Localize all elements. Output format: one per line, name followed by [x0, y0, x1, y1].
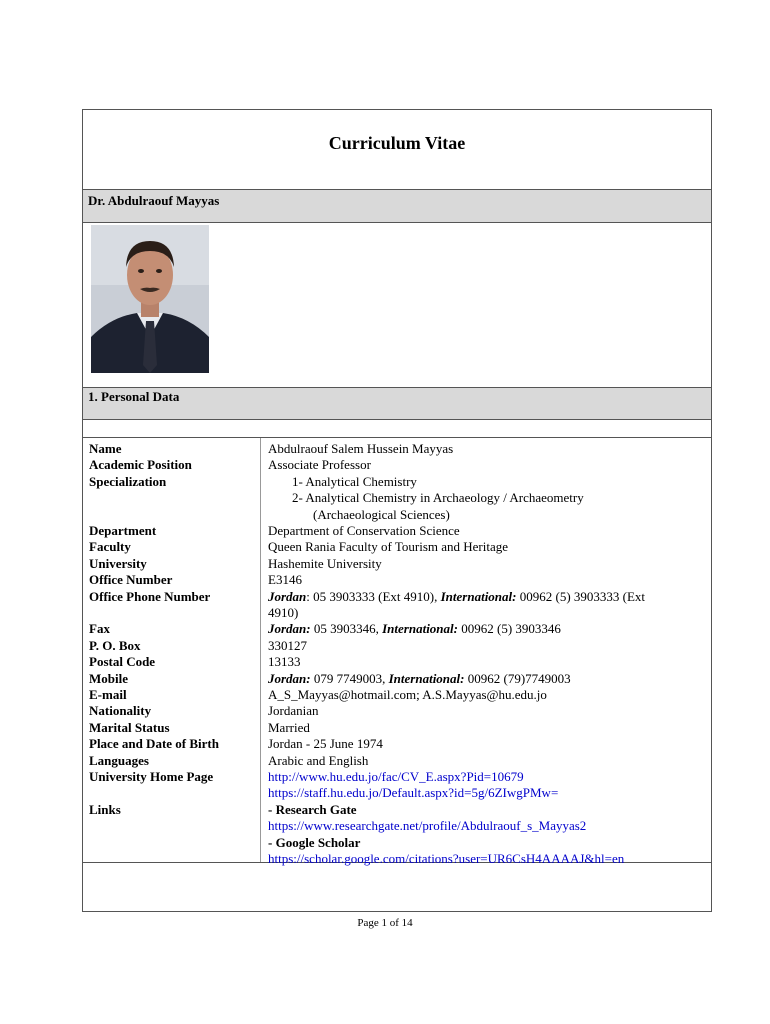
section-header	[83, 388, 711, 420]
university-label: University	[89, 555, 147, 571]
birth-value: Jordan - 25 June 1974	[268, 736, 383, 752]
phone-value: Jordan: 05 3903333 (Ext 4910), International: 00962 (5) 3903333 (Ext	[268, 588, 646, 604]
page-footer: Page 1 of 14	[357, 917, 413, 929]
position-label: Academic Position	[89, 457, 192, 473]
google-scholar-label: - Google Scholar	[268, 834, 361, 850]
phone-label: Office Phone Number	[89, 588, 211, 604]
google-scholar-link[interactable]: https://scholar.google.com/citations?user=UR6CsH4AAAAJ&hl=en	[268, 851, 625, 866]
person-name: Dr. Abdulraouf Mayyas	[88, 193, 220, 208]
nationality-label: Nationality	[89, 703, 152, 719]
cv-frame	[82, 109, 712, 912]
page-title: Curriculum Vitae	[328, 133, 466, 153]
specialization-item-1: 1- Analytical Chemistry	[292, 473, 417, 489]
faculty-value: Queen Rania Faculty of Tourism and Heritage	[268, 539, 509, 555]
email-value: A_S_Mayyas@hotmail.com; A.S.Mayyas@hu.edu.jo	[268, 687, 547, 702]
personal-data-table	[83, 438, 711, 866]
languages-value: Arabic and English	[268, 752, 369, 768]
name-header	[83, 190, 711, 223]
phone-value-cont: 4910)	[268, 605, 299, 620]
homepage-link-2[interactable]: https://staff.hu.edu.jo/Default.aspx?id=5g/6ZIwgPMw=	[268, 785, 559, 801]
nationality-value: Jordanian	[268, 703, 319, 719]
position-value: Associate Professor	[268, 457, 371, 473]
office-value: E3146	[268, 572, 302, 588]
homepage-link-1[interactable]: http://www.hu.edu.jo/fac/CV_E.aspx?Pid=10679	[268, 769, 524, 784]
email-label: E-mail	[89, 687, 127, 702]
photo-row	[83, 223, 711, 388]
section-title: 1. Personal Data	[88, 389, 180, 404]
pobox-label: P. O. Box	[89, 637, 141, 653]
office-label: Office Number	[89, 572, 173, 588]
department-value: Department of Conservation Science	[268, 523, 460, 538]
pobox-value: 330127	[268, 637, 307, 653]
marital-label: Marital Status	[89, 719, 170, 735]
name-value: Abdulraouf Salem Hussein Mayyas	[268, 441, 454, 456]
languages-label: Languages	[89, 752, 149, 768]
postal-label: Postal Code	[89, 654, 156, 670]
university-value: Hashemite University	[268, 555, 382, 571]
mobile-value: Jordan: 079 7749003, International: 00962 (79)7749003	[268, 670, 571, 686]
specialization-item-2: 2- Analytical Chemistry in Archaeology / Archaeometry	[292, 490, 584, 506]
name-label: Name	[89, 441, 122, 456]
fax-label: Fax	[89, 621, 110, 637]
birth-label: Place and Date of Birth	[89, 736, 219, 752]
faculty-label: Faculty	[89, 539, 131, 555]
postal-value: 13133	[268, 654, 301, 670]
homepage-label: University Home Page	[89, 769, 214, 784]
mobile-label: Mobile	[89, 670, 128, 686]
links-label: Links	[89, 801, 121, 817]
specialization-label: Specialization	[89, 473, 167, 489]
department-label: Department	[89, 523, 157, 538]
title-row	[83, 110, 711, 190]
portrait-photo	[91, 225, 209, 373]
specialization-item-2b: (Archaeological Sciences)	[313, 506, 450, 522]
fax-value: Jordan: 05 3903346, International: 00962 (5) 3903346	[268, 621, 561, 637]
spacer-row	[83, 420, 711, 438]
marital-value: Married	[268, 719, 310, 735]
research-gate-label: - Research Gate	[268, 801, 357, 817]
research-gate-link[interactable]: https://www.researchgate.net/profile/Abdulraouf_s_Mayyas2	[268, 818, 587, 834]
